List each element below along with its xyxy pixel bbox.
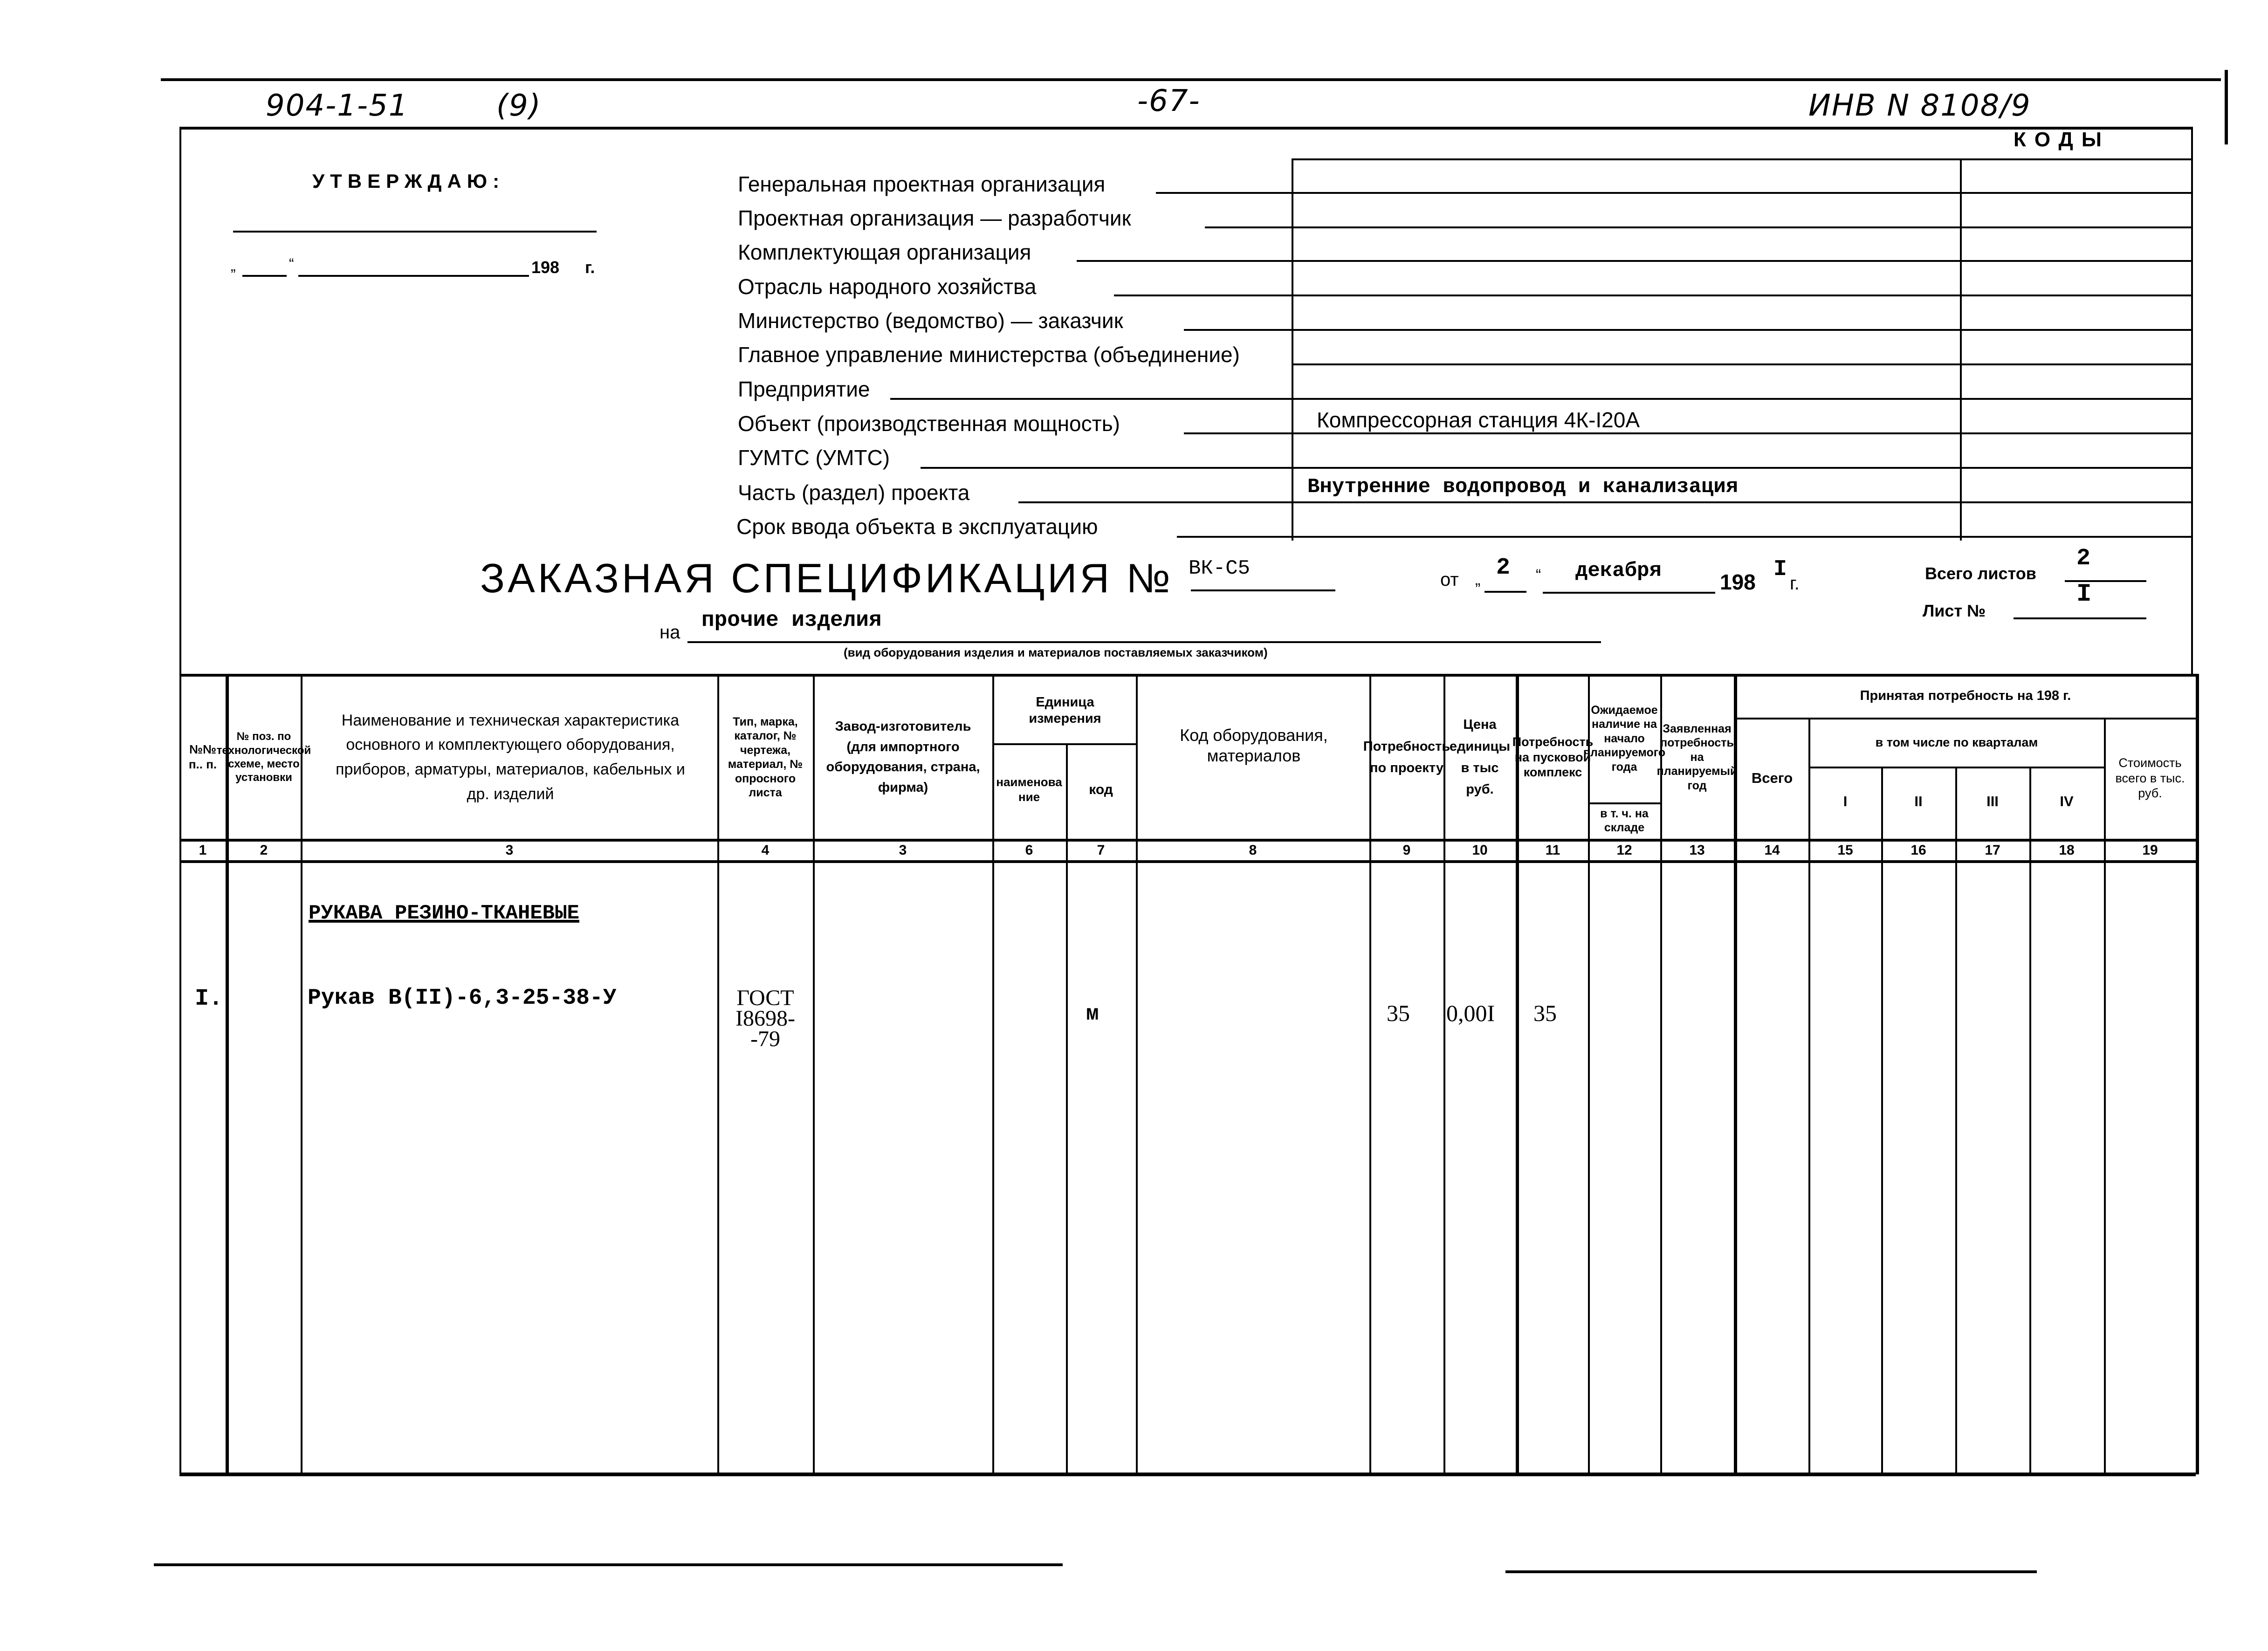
colnum-18: 18 xyxy=(2059,843,2075,858)
for-value: прочие изделия xyxy=(701,608,882,632)
colnum-11: 11 xyxy=(1545,843,1560,858)
cell-type-line1: ГОСТ xyxy=(736,986,794,1010)
date-year-prefix: 198 xyxy=(1720,570,1756,594)
approval-signature-line xyxy=(233,231,597,233)
field-label: ГУМТС (УМТС) xyxy=(738,445,890,470)
header-manufacturer: Завод-изготовитель (для импортного оборудования, страна, фирма) xyxy=(826,719,980,795)
header-row-number: №№ п.. п. xyxy=(188,742,217,771)
col-line-7 xyxy=(1136,674,1138,1474)
accepted-subdivider xyxy=(1735,718,2196,719)
cell-type-line2: I8698- xyxy=(735,1006,795,1031)
for-line xyxy=(687,641,1601,643)
colnum-14: 14 xyxy=(1764,843,1780,858)
col-line-17 xyxy=(2029,767,2031,1474)
colnum-bottom xyxy=(179,860,2196,863)
header-unit-code: код xyxy=(1089,781,1113,797)
field-line xyxy=(1184,329,2191,331)
header-expected-stock: Ожидаемое наличие на начало планируемого года xyxy=(1583,703,1666,774)
approval-date-open: „ xyxy=(231,257,236,274)
colnum-12: 12 xyxy=(1616,843,1632,858)
col-line-18 xyxy=(2104,718,2106,1474)
date-prefix: от xyxy=(1440,569,1459,590)
approval-year: 198 xyxy=(531,258,560,277)
page-number: -67- xyxy=(1137,84,1201,118)
frame-left xyxy=(179,127,181,677)
date-month: декабря xyxy=(1575,559,1662,582)
field-label: Генеральная проектная организация xyxy=(738,172,1106,196)
colnum-16: 16 xyxy=(1911,843,1926,858)
header-q3: III xyxy=(1986,793,1999,810)
header-type: Тип, марка, каталог, № чертежа, материал, № опросного листа xyxy=(728,715,803,799)
header-unit-price: Цена единицы в тыс руб. xyxy=(1449,717,1511,797)
table-bottom xyxy=(179,1473,2196,1476)
colnum-3: 3 xyxy=(505,843,514,858)
sheet-no-line xyxy=(2014,617,2146,619)
header-name: Наименование и техническая характеристика основного и комплектующего оборудования, приборов, арматуры, материалов, кабельных и др. изделий xyxy=(336,711,685,803)
header-total: Всего xyxy=(1751,770,1793,787)
bottom-rule-left xyxy=(154,1563,1063,1566)
total-sheets-value: 2 xyxy=(2076,545,2091,572)
approval-year-suffix: г. xyxy=(585,258,595,277)
approval-month-line xyxy=(298,275,529,277)
field-label: Отрасль народного хозяйства xyxy=(738,274,1037,299)
colnum-1: 1 xyxy=(199,843,207,858)
col-line-10 xyxy=(1516,674,1519,1474)
field-line xyxy=(1292,363,2191,365)
spec-title: ЗАКАЗНАЯ СПЕЦИФИКАЦИЯ № xyxy=(480,555,1173,601)
field-label: Комплектующая организация xyxy=(738,240,1031,264)
codes-header: КОДЫ xyxy=(2014,128,2110,151)
field-value-object: Компрессорная станция 4К-I20А xyxy=(1317,408,1640,432)
colnum-4: 4 xyxy=(761,843,770,858)
header-qty-project: Потребность по проекту xyxy=(1363,739,1450,775)
cell-qty-launch: 35 xyxy=(1533,1000,1557,1026)
col-line-13 xyxy=(1734,674,1737,1474)
for-label: на xyxy=(660,622,680,643)
colnum-6: 6 xyxy=(1025,843,1033,858)
header-q1: I xyxy=(1843,793,1848,810)
field-line xyxy=(1018,501,2191,503)
field-label: Объект (производственная мощность) xyxy=(738,411,1120,436)
header-unit-name: наименование xyxy=(996,775,1062,804)
header-accepted-group: Принятая потребность на 198 г. xyxy=(1860,688,2071,704)
col-line-2 xyxy=(301,674,302,1474)
cell-item-name: Рукав В(II)-6,3-25-38-У xyxy=(308,986,617,1011)
colnum-17: 17 xyxy=(1985,843,2000,858)
field-line xyxy=(890,398,2191,400)
colnum-top xyxy=(179,839,2196,842)
series-code: 904-1-51 xyxy=(266,89,409,123)
header-qty-launch: Потребность на пусковой комплекс xyxy=(1512,734,1594,780)
header-position: № поз. по технологической схеме, место установки xyxy=(216,730,311,784)
colnum-2: 2 xyxy=(260,843,268,858)
colnum-19: 19 xyxy=(2142,843,2158,858)
spec-number-line xyxy=(1191,589,1335,591)
date-month-line xyxy=(1543,592,1715,594)
colnum-15: 15 xyxy=(1837,843,1853,858)
colnum-13: 13 xyxy=(1689,843,1705,858)
date-open-quote: „ xyxy=(1475,571,1481,589)
colnum-5: 3 xyxy=(899,843,907,858)
sheet-no-value: I xyxy=(2076,580,2092,609)
colnum-8: 8 xyxy=(1249,843,1257,858)
field-label: Министерство (ведомство) — заказчик xyxy=(738,308,1123,333)
colnum-10: 10 xyxy=(1472,843,1488,858)
field-line xyxy=(1077,260,2191,262)
header-cost: Стоимость всего в тыс. руб. xyxy=(2115,755,2185,801)
approval-date-close: “ xyxy=(289,255,294,272)
field-label: Проектная организация — разработчик xyxy=(738,206,1131,230)
field-line xyxy=(1184,432,2191,434)
field-line xyxy=(1156,192,2191,194)
date-year-suffix: г. xyxy=(1790,573,1800,594)
field-label: Часть (раздел) проекта xyxy=(738,480,970,505)
approval-day-line xyxy=(242,275,287,277)
header-q2: II xyxy=(1914,793,1923,810)
codes-box-divider xyxy=(1960,158,1962,541)
field-value-project-part: Внутренние водопровод и канализация xyxy=(1307,475,1739,499)
frame-right xyxy=(2191,127,2193,677)
codes-box-top xyxy=(1292,158,2191,160)
header-requested: Заявленная потребность на планируемый год xyxy=(1656,722,1738,792)
field-label: Срок ввода объекта в эксплуатацию xyxy=(736,514,1098,539)
cell-row-number: I. xyxy=(195,986,223,1012)
date-day: 2 xyxy=(1496,555,1511,581)
for-caption: (вид оборудования изделия и материалов поставляемых заказчиком) xyxy=(844,645,1268,659)
section-heading: РУКАВА РЕЗИНО-ТКАНЕВЫЕ xyxy=(309,902,579,925)
colnum-7: 7 xyxy=(1097,843,1105,858)
total-sheets-label: Всего листов xyxy=(1925,564,2036,583)
frame-top xyxy=(179,127,2191,130)
header-unit-group: Единица измерения xyxy=(1029,694,1101,726)
unit-subdivider xyxy=(992,743,1136,745)
cell-unit-price: 0,00I xyxy=(1446,1000,1495,1026)
field-line xyxy=(1205,226,2191,228)
col-line-4 xyxy=(813,674,815,1474)
field-label: Главное управление министерства (объединение) xyxy=(738,343,1240,367)
cell-type-line3: -79 xyxy=(750,1027,780,1051)
field-line xyxy=(1114,295,2191,296)
date-day-line xyxy=(1485,591,1526,593)
spec-number: ВК-С5 xyxy=(1189,557,1251,580)
right-edge-mark xyxy=(2225,70,2228,144)
header-q4: IV xyxy=(2060,793,2074,810)
inventory-number: ИНВ N 8108/9 xyxy=(1808,89,2031,123)
col-line-19 xyxy=(2196,674,2199,1474)
date-close-quote: “ xyxy=(1536,566,1541,584)
header-quarters-group: в том числе по кварталам xyxy=(1875,735,2038,749)
top-rule xyxy=(161,78,2221,81)
series-part: (9) xyxy=(496,89,542,123)
field-label: Предприятие xyxy=(738,377,870,401)
col-line-16 xyxy=(1955,767,1957,1474)
date-year-digit: I xyxy=(1773,557,1787,582)
cell-unit-code: м xyxy=(1086,1002,1099,1026)
cell-qty-project: 35 xyxy=(1387,1000,1410,1026)
field-line xyxy=(1177,536,2191,538)
header-in-warehouse: в т. ч. на складе xyxy=(1600,807,1649,834)
colnum-9: 9 xyxy=(1402,843,1411,858)
bottom-rule-right xyxy=(1505,1570,2037,1573)
field-line xyxy=(921,467,2191,469)
codes-box-left xyxy=(1292,158,1293,541)
sheet-no-label: Лист № xyxy=(1923,601,1986,620)
header-equipment-code: Код оборудования, материалов xyxy=(1180,726,1328,765)
col-line-15 xyxy=(1881,767,1883,1474)
approval-title: УТВЕРЖДАЮ: xyxy=(312,170,505,192)
cell-type xyxy=(719,988,811,1049)
